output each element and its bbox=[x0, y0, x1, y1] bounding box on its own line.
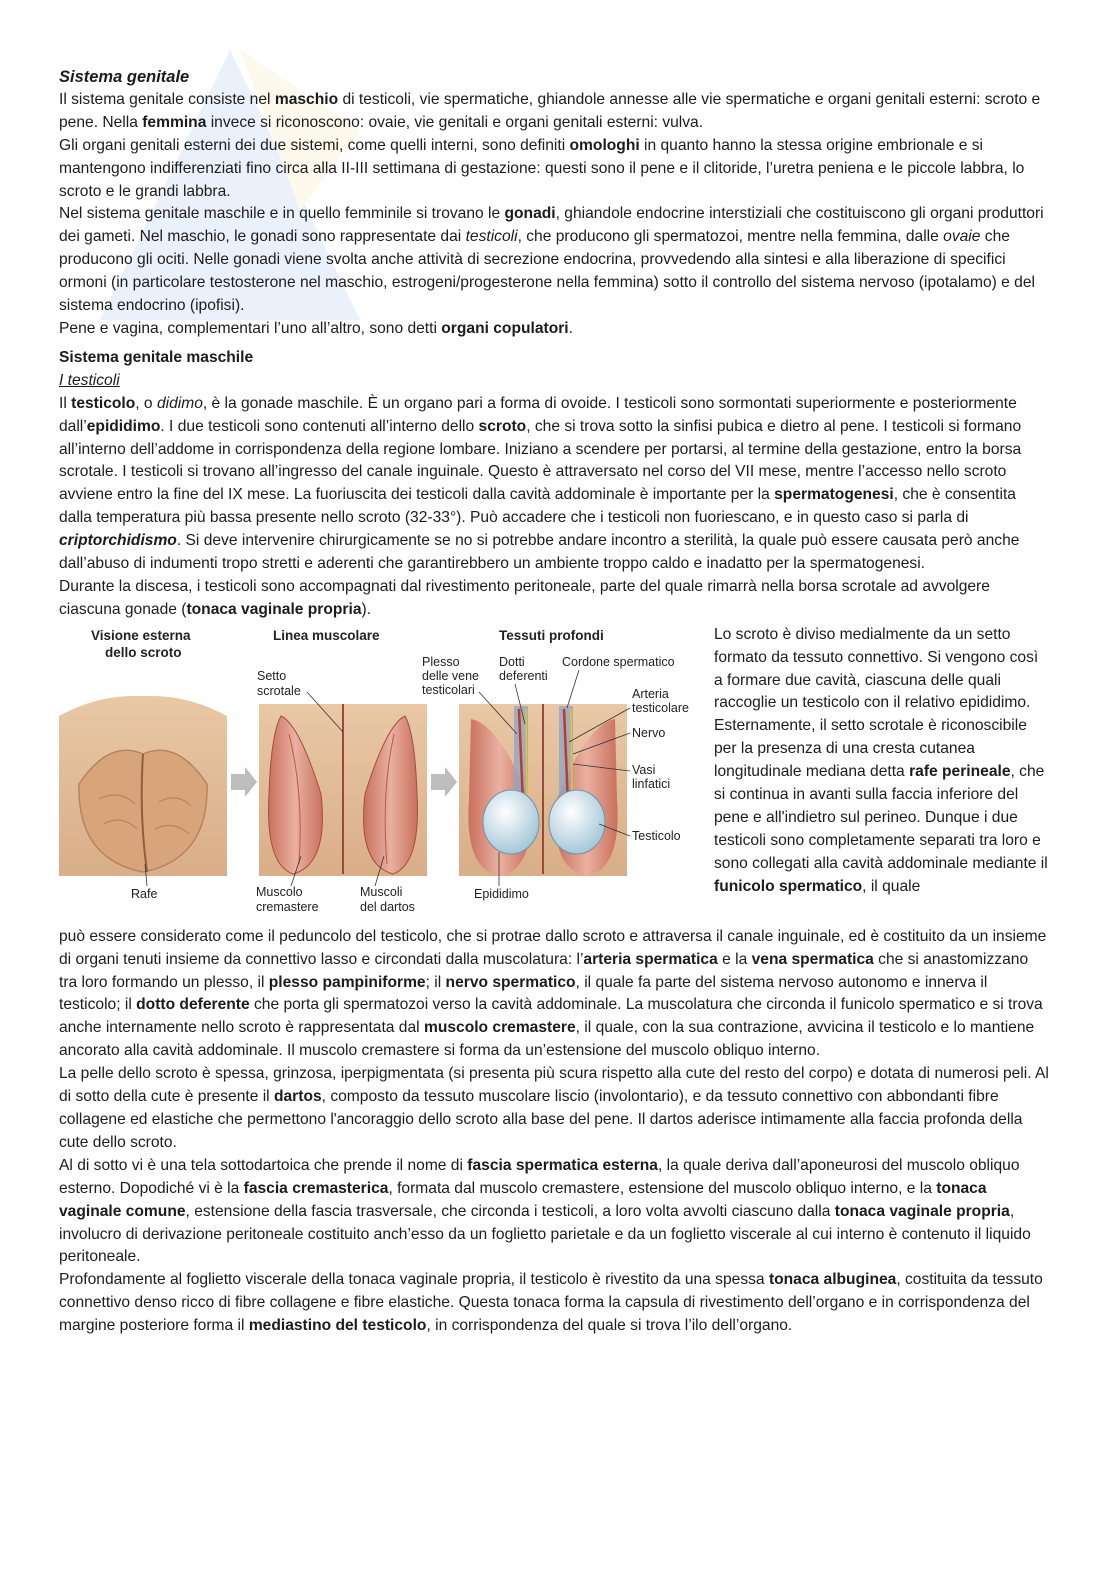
label-nervo: Nervo bbox=[632, 725, 666, 740]
label-arteria-2: testicolare bbox=[632, 700, 689, 715]
text-run: , che producono gli spermatozoi, mentre nella femmina, dalle bbox=[517, 228, 944, 246]
text-run: epididimo bbox=[86, 417, 161, 435]
text-run: , formata dal muscolo cremastere, estensione del muscolo obliquo interno, e la bbox=[388, 1179, 937, 1197]
text-run: . bbox=[568, 319, 573, 337]
document-body bbox=[59, 66, 1049, 1338]
text-run: omologhi bbox=[569, 136, 640, 154]
text-run: , composto da tessuto muscolare liscio (involontario), e da tessuto connettivo con abbondanti fibre collagene ed elastiche che permettono l'ancoraggio dello scroto alla base del pene. Il dartos aderisce intimamente alla faccia profonda della cute dello scroto. bbox=[59, 1088, 1023, 1151]
text-run: plesso pampiniforme bbox=[268, 973, 426, 991]
text-run: , che si trova sotto la sinfisi pubica e dietro al pene. I testicoli si formano all’interno dell’addome in corrispondenza della regione lombare. Iniziano a scendere per portarsi, al termine della gestazione, entro la borsa scrotale. I testicoli si trovano all’ingresso del canale inguinale. Questo è attraversato nel corso del VII mese, mentre l’accesso nello scroto avviene entro la fine del IX mese. La fuoriuscita dei testicoli dalla cavità addominale è importante per la bbox=[59, 417, 1022, 504]
text-run: può essere considerato come il peduncolo del testicolo, che si protrae dallo scroto e attraversa il canale inguinale, ed è costituito da un insieme di organi tenuti insieme da connettivo lasso e circondati dalla muscolatura: l’ bbox=[59, 927, 1047, 968]
text-run: maschio bbox=[274, 90, 339, 108]
label-setto-2: scrotale bbox=[257, 683, 301, 698]
fig-heading-external-1: Visione esterna bbox=[91, 627, 191, 643]
text-run: Il sistema genitale consiste nel bbox=[59, 90, 275, 108]
text-run: , il quale bbox=[862, 877, 921, 895]
panel-external-view bbox=[59, 696, 227, 876]
text-run: , il quale fa parte del sistema nervoso autonomo e innerva il testicolo; il bbox=[59, 973, 988, 1014]
text-run: tonaca vaginale propria bbox=[186, 600, 362, 618]
text-run: nervo spermatico bbox=[445, 973, 576, 991]
fig-heading-deep: Tessuti profondi bbox=[499, 627, 604, 643]
label-setto-1: Setto bbox=[257, 668, 287, 683]
text-run: , in corrispondenza del quale si trova l’ilo dell’organo. bbox=[426, 1317, 793, 1335]
text-run: Pene e vagina, complementari l’uno all’altro, sono detti bbox=[59, 319, 442, 337]
label-vasi-2: linfatici bbox=[632, 776, 671, 791]
text-run: , il quale, con la sua contrazione, avvicina il testicolo e lo mantiene ancorato alla cavità addominale. Il muscolo cremastere si forma da un’estensione del muscolo obliquo interno. bbox=[59, 1019, 1035, 1060]
fig-heading-external-2: dello scroto bbox=[105, 644, 182, 660]
text-run: fascia spermatica esterna bbox=[467, 1156, 658, 1174]
text-run: rafe perineale bbox=[909, 763, 1011, 781]
label-arteria-1: Arteria bbox=[632, 686, 669, 701]
text-run: femmina bbox=[142, 113, 207, 131]
text-run: spermatogenesi bbox=[774, 486, 894, 504]
text-run: testicolo bbox=[71, 394, 136, 412]
text-run: , è la gonade maschile. È un organo pari a forma di ovoide. I testicoli sono sormontati superiormente e posteriormente dall’ bbox=[59, 394, 1017, 435]
text-run: che si anastomizzano tra loro formando un plesso, il bbox=[59, 950, 1029, 991]
paragraph-gonadi bbox=[59, 203, 1049, 318]
subsection-title: Sistema genitale maschile bbox=[59, 348, 254, 366]
text-run: Durante la discesa, i testicoli sono accompagnati dal rivestimento peritoneale, parte del quale rimarrà nella borsa scrotale ad avvolgere ciascuna gonade ( bbox=[59, 577, 990, 618]
text-run: dotto deferente bbox=[136, 996, 250, 1014]
text-run: , che è consentita dalla temperatura più bassa presente nello scroto (32-33°). Può accadere che i testicoli non fuoriescano, e in questo caso si parla di bbox=[59, 486, 1016, 527]
text-run: gonadi bbox=[504, 205, 556, 223]
label-vasi-1: Vasi bbox=[632, 762, 656, 777]
paragraph-intro bbox=[59, 89, 1049, 135]
text-run: arteria spermatica bbox=[583, 950, 718, 968]
text-run: invece si riconoscono: ovaie, vie genitali e organi genitali esterni: vulva. bbox=[206, 113, 704, 131]
text-run: , estensione della fascia trasversale, che circonda i testicoli, a loro volta avvolti ciascuno dalla bbox=[185, 1202, 835, 1220]
label-plesso-1: Plesso bbox=[422, 654, 460, 669]
text-run: e la bbox=[717, 950, 752, 968]
text-run: fascia cremasterica bbox=[243, 1179, 389, 1197]
text-run: , che si continua in avanti sulla faccia inferiore del pene e all'indietro sul perineo. Dunque i due testicoli sono completamente separati tra loro e sono collegati alla cavità addominale mediante il bbox=[714, 763, 1048, 872]
text-run: mediastino del testicolo bbox=[248, 1317, 427, 1335]
text-run: tonaca vaginale comune bbox=[59, 1179, 987, 1220]
text-run: . Si deve intervenire chirurgicamente se no si potrebbe andare incontro a sterilità, la quale può essere causata però anche dall’abuso di indumenti tropo stretti e aderenti che garantirebbero un ambiente troppo caldo e inadatto per la spermatogenesi. bbox=[59, 532, 1020, 573]
paragraph-setto-scrotale bbox=[714, 624, 1049, 899]
label-testicolo: Testicolo bbox=[632, 828, 681, 843]
text-run: ; il bbox=[425, 973, 446, 991]
text-run: Gli organi genitali esterni dei due sistemi, come quelli interni, sono definiti bbox=[59, 136, 570, 154]
label-rafe: Rafe bbox=[131, 886, 158, 901]
text-run: , o bbox=[135, 394, 157, 412]
text-run: , costituita da tessuto connettivo denso ricco di fibre collagene e fibre elastiche. Questa tonaca forma la capsula di rivestimento dell’organo e in corrispondenza del margine posteriore forma il bbox=[59, 1271, 1043, 1335]
text-run: vena spermatica bbox=[751, 950, 874, 968]
scrotum-anatomy-figure bbox=[59, 624, 699, 919]
label-cremastere-1: Muscolo bbox=[256, 884, 303, 899]
text-run: organi copulatori bbox=[441, 319, 569, 337]
figure-row bbox=[59, 624, 1049, 926]
section-title: Sistema genitale bbox=[59, 68, 190, 86]
label-cordone: Cordone spermatico bbox=[562, 654, 675, 669]
text-run: muscolo cremastere bbox=[423, 1019, 576, 1037]
text-run: , involucro di derivazione peritoneale costituito anch’esso da un foglietto parietale e da un foglietto viscerale al cui interno è contenuto il liquido peritoneale. bbox=[59, 1202, 1031, 1266]
arrow-1-icon bbox=[231, 767, 257, 797]
label-plesso-2: delle vene bbox=[422, 668, 479, 683]
paragraph-funicolo bbox=[59, 926, 1049, 1063]
paragraph-omologhi bbox=[59, 135, 1049, 204]
paragraph-fasce bbox=[59, 1155, 1049, 1270]
label-epididimo: Epididimo bbox=[474, 886, 529, 901]
paragraph-albuginea bbox=[59, 1269, 1049, 1338]
fig-heading-muscle: Linea muscolare bbox=[273, 627, 380, 643]
panel-deep-tissues bbox=[459, 704, 627, 876]
text-run: criptorchidismo bbox=[59, 532, 177, 550]
label-dartos-2: del dartos bbox=[360, 899, 415, 914]
text-run: didimo bbox=[156, 394, 203, 412]
label-dotti-1: Dotti bbox=[499, 654, 525, 669]
text-run: testicoli bbox=[465, 228, 518, 246]
label-dartos-1: Muscoli bbox=[360, 884, 403, 899]
paragraph-pelle bbox=[59, 1063, 1049, 1155]
text-run: ovaie bbox=[943, 228, 981, 246]
text-run: Profondamente al foglietto viscerale della tonaca vaginale propria, il testicolo è rivestito da una spessa bbox=[59, 1271, 769, 1289]
text-run: , ghiandole endocrine interstiziali che costituiscono gli organi produttori dei gameti. Nel maschio, le gonadi sono rappresentate dai bbox=[59, 205, 1044, 246]
text-run: , la quale deriva dall’aponeurosi del muscolo obliquo esterno. Dopodiché vi è la bbox=[59, 1156, 1020, 1197]
label-plesso-3: testicolari bbox=[422, 682, 475, 697]
text-run: tonaca vaginale propria bbox=[834, 1202, 1010, 1220]
panel-muscle-layer bbox=[259, 704, 427, 876]
text-run: La pelle dello scroto è spessa, grinzosa, iperpigmentata (si presenta più scura rispetto alla cute del resto del corpo) e dotata di numerosi peli. Al di sotto della cute è presente il bbox=[59, 1065, 1049, 1106]
text-run: in quanto hanno la stessa origine embrionale e si mantengono indifferenziati fino circa alla II-III settimana di gestazione: questi sono il pene e il clitoride, l’uretra peniena e le piccole labbra, lo scroto e le grandi labbra. bbox=[59, 136, 1025, 200]
text-run: scroto bbox=[478, 417, 527, 435]
text-run: Il bbox=[59, 394, 72, 412]
paragraph-discesa bbox=[59, 576, 1049, 622]
text-run: Nel sistema genitale maschile e in quello femminile si trovano le bbox=[59, 205, 505, 223]
label-dotti-2: deferenti bbox=[499, 668, 548, 683]
subsubsection-title: I testicoli bbox=[59, 371, 120, 389]
text-run: che producono gli ociti. Nelle gonadi viene svolta anche attività di secrezione endocrina, provvedendo alla sintesi e alla liberazione di specifici ormoni (in particolare testosterone nel maschio, estrogeni/progesterone nella femmina) sotto il controllo del sistema nervoso (ipotalamo) e del sistema endocrino (ipofisi). bbox=[59, 228, 1035, 315]
label-cremastere-2: cremastere bbox=[256, 899, 319, 914]
text-run: che porta gli spermatozoi verso la cavità addominale. La muscolatura che circonda il funicolo spermatico e si trova anche internamente nello scroto è rappresentata dal bbox=[59, 996, 1043, 1037]
arrow-2-icon bbox=[431, 767, 457, 797]
text-run: dartos bbox=[273, 1088, 322, 1106]
text-run: funicolo spermatico bbox=[714, 877, 863, 895]
text-run: Lo scroto è diviso medialmente da un setto formato da tessuto connettivo. Si vengono così a formare due cavità, ciascuna delle quali raccoglie un testicolo con il relativo epididimo. Esternamente, il setto scrotale è riconoscibile per la presenza di una cresta cutanea longitudinale mediana detta bbox=[714, 625, 1039, 781]
text-run: di testicoli, vie spermatiche, ghiandole annesse alle vie spermatiche e organi genitali esterni: scroto e pene. Nella bbox=[59, 90, 1041, 131]
paragraph-testicolo bbox=[59, 393, 1049, 576]
text-run: . I due testicoli sono contenuti all’interno dello bbox=[160, 417, 479, 435]
text-run: tonaca albuginea bbox=[768, 1271, 897, 1289]
paragraph-copulatori bbox=[59, 318, 1049, 341]
text-run: Al di sotto vi è una tela sottodartoica che prende il nome di bbox=[59, 1156, 468, 1174]
text-run: ). bbox=[361, 600, 372, 618]
